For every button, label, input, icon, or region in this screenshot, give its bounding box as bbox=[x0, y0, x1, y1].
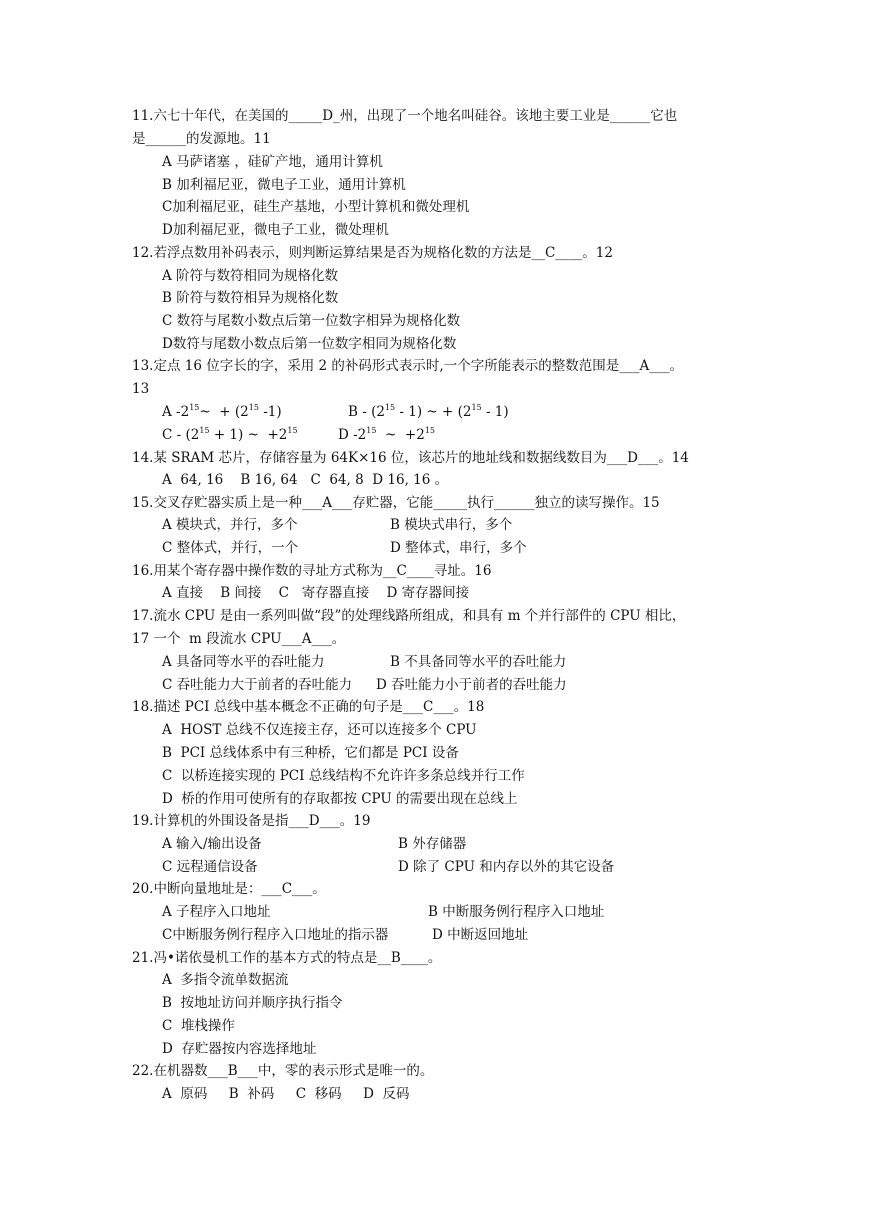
question-13-option-b: B - $(2^{15} - 1)$ ~ + $(2^{15} - 1)$ bbox=[348, 403, 509, 420]
question-21-option-d: D 存贮器按内容选择地址 bbox=[162, 1041, 317, 1057]
question-17-option-d: D 吞吐能力小于前者的吞吐能力 bbox=[376, 677, 567, 693]
question-11-option-a: A 马萨诸塞 ，硅矿产地，通用计算机 bbox=[162, 154, 383, 170]
question-18-line-1: 18.描述 PCI 总线中基本概念不正确的句子是___C___。18 bbox=[132, 699, 485, 715]
question-11-option-d: D加利福尼亚，微电子工业，微处理机 bbox=[162, 222, 389, 238]
question-16-options: A 直接 B 间接 C 寄存器直接 D 寄存器间接 bbox=[162, 585, 470, 601]
question-20-option-c: C中断服务例行程序入口地址的指示器 bbox=[162, 927, 389, 943]
question-19-option-c: C 远程通信设备 bbox=[162, 859, 258, 875]
question-11-option-b: B 加利福尼亚，微电子工业，通用计算机 bbox=[162, 177, 406, 193]
question-15-line-1: 15.交叉存贮器实质上是一种___A___存贮器，它能_____执行______独立的读写操作。15 bbox=[132, 495, 660, 511]
question-19-option-d: D 除了 CPU 和内存以外的其它设备 bbox=[398, 859, 615, 875]
question-17-option-b: B 不具备同等水平的吞吐能力 bbox=[390, 654, 567, 670]
question-15-option-b: B 模块式串行，多个 bbox=[390, 517, 513, 533]
question-21-option-a: A 多指令流单数据流 bbox=[162, 972, 289, 988]
question-17-option-c: C 吞吐能力大于前者的吞吐能力 bbox=[162, 677, 353, 693]
question-19-option-b: B 外存储器 bbox=[398, 836, 467, 852]
question-19-option-a: A 输入/输出设备 bbox=[162, 836, 262, 852]
question-18-option-b: B PCI 总线体系中有三种桥，它们都是 PCI 设备 bbox=[162, 745, 459, 761]
question-13-line-2: 13 bbox=[132, 381, 150, 397]
question-20-option-a: A 子程序入口地址 bbox=[162, 904, 271, 920]
question-15-option-a: A 模块式，并行，多个 bbox=[162, 517, 298, 533]
question-22-line-1: 22.在机器数___B___中，零的表示形式是唯一的。 bbox=[132, 1063, 434, 1079]
question-13-line-1: 13.定点 16 位字长的字，采用 2 的补码形式表示时,一个字所能表示的整数范围是___A___。 bbox=[132, 358, 683, 374]
question-21-option-c: C 堆栈操作 bbox=[162, 1018, 235, 1034]
question-20-line-1: 20.中断向量地址是：___C___。 bbox=[132, 881, 326, 897]
question-18-option-d: D 桥的作用可使所有的存取都按 CPU 的需要出现在总线上 bbox=[162, 791, 518, 807]
question-12-option-b: B 阶符与数符相异为规格化数 bbox=[162, 290, 339, 306]
question-20-option-b: B 中断服务例行程序入口地址 bbox=[428, 904, 605, 920]
question-21-line-1: 21.冯•诺依曼机工作的基本方式的特点是__B____。 bbox=[132, 950, 442, 966]
question-13-option-a: A $-2^{15}\sim + (2^{15}$ -1) bbox=[162, 403, 282, 420]
question-18-option-a: A HOST 总线不仅连接主存，还可以连接多个 CPU bbox=[162, 722, 477, 738]
question-13-option-d: D $-2^{15}$ ~ $+2^{15}$ bbox=[338, 426, 436, 443]
question-19-line-1: 19.计算机的外围设备是指___D___。19 bbox=[132, 813, 371, 829]
question-21-option-b: B 按地址访问并顺序执行指令 bbox=[162, 995, 343, 1011]
question-13-option-c: $C - (2^{15} + 1)$ ~ $+2^{15}$ bbox=[162, 426, 298, 443]
question-20-option-d: D 中断返回地址 bbox=[432, 927, 529, 943]
question-17-line-2: 17 一个 m 段流水 CPU___A___。 bbox=[132, 631, 346, 647]
question-18-option-c: C 以桥连接实现的 PCI 总线结构不允许许多条总线并行工作 bbox=[162, 768, 525, 784]
question-12-option-c: C 数符与尾数小数点后第一位数字相异为规格化数 bbox=[162, 313, 461, 329]
question-14-line-1: 14.某 SRAM 芯片，存储容量为 64K×16 位，该芯片的地址线和数据线数目为___D___。14 bbox=[132, 450, 689, 466]
question-15-option-d: D 整体式，串行，多个 bbox=[390, 540, 527, 556]
question-12-option-a: A 阶符与数符相同为规格化数 bbox=[162, 268, 339, 284]
question-16-line-1: 16.用某个寄存器中操作数的寻址方式称为__C____寻址。16 bbox=[132, 563, 492, 579]
question-22-options: A 原码 B 补码 C 移码 D 反码 bbox=[162, 1086, 410, 1102]
question-11-option-c: C加利福尼亚，硅生产基地，小型计算机和微处理机 bbox=[162, 199, 470, 215]
question-12-line-1: 12.若浮点数用补码表示，则判断运算结果是否为规格化数的方法是__C____。12 bbox=[132, 245, 613, 261]
question-15-option-c: C 整体式，并行，一个 bbox=[162, 540, 299, 556]
question-14-options: A 64, 16 B 16, 64 C 64, 8 D 16, 16 。 bbox=[162, 472, 449, 488]
question-11-line-2: 是______的发源地。11 bbox=[132, 131, 271, 147]
question-11-line-1: 11.六七十年代，在美国的_____D_州，出现了一个地名叫硅谷。该地主要工业是______它也 bbox=[132, 108, 678, 124]
question-12-option-d: D数符与尾数小数点后第一位数字相同为规格化数 bbox=[162, 336, 457, 352]
question-17-option-a: A 具备同等水平的吞吐能力 bbox=[162, 654, 325, 670]
question-17-line-1: 17.流水 CPU 是由一系列叫做“段”的处理线路所组成，和具有 m 个并行部件的 CPU 相比， bbox=[132, 608, 686, 624]
